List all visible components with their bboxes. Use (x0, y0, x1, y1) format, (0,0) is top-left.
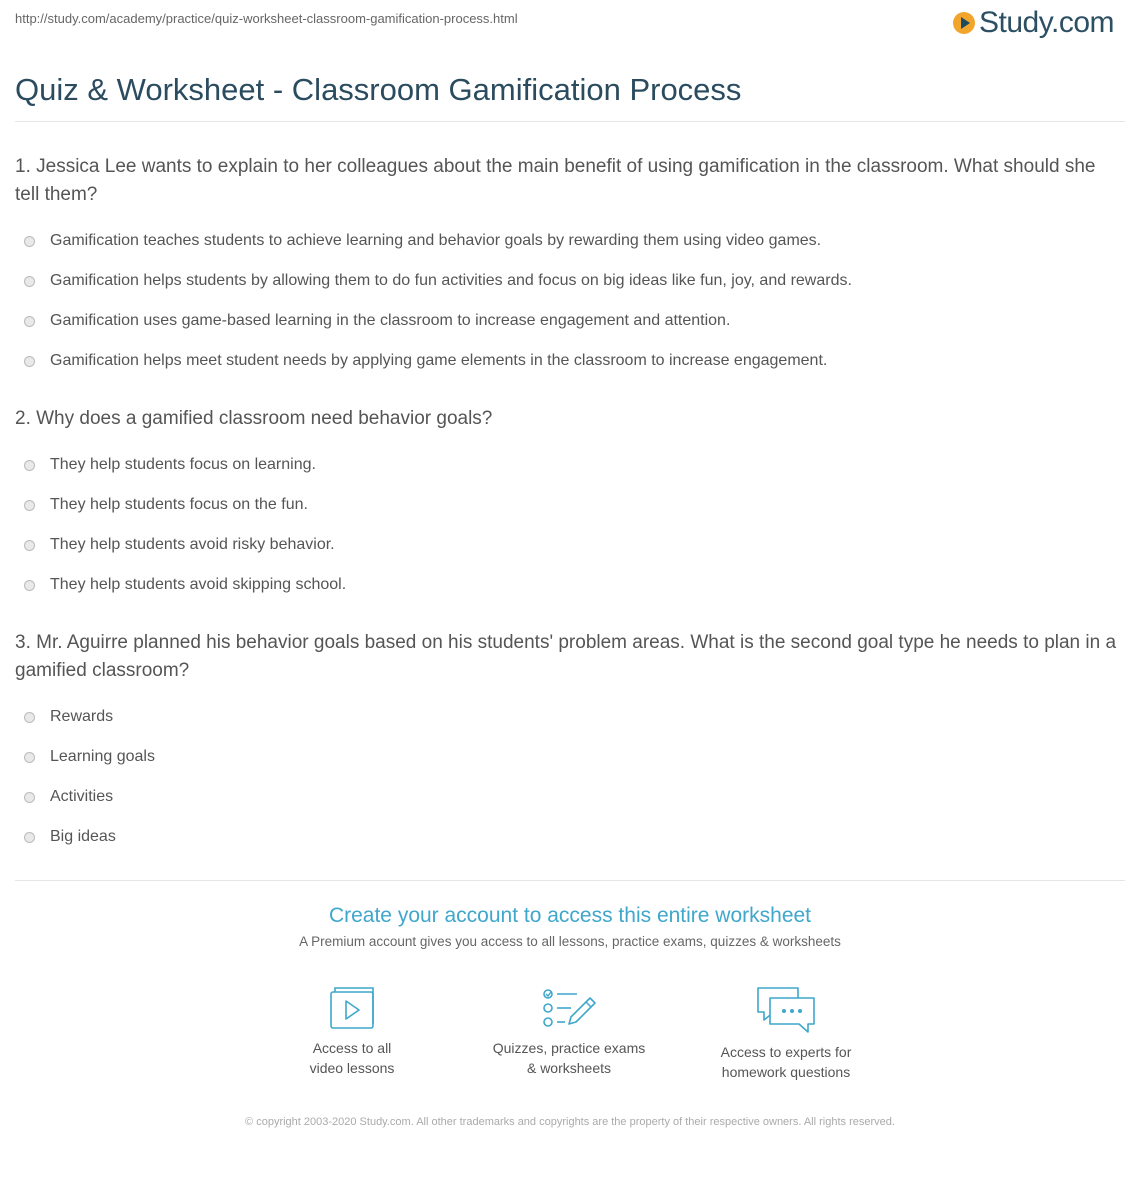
quiz-checklist-icon (541, 986, 597, 1030)
page-title: Quiz & Worksheet - Classroom Gamification Process (15, 72, 742, 107)
question-1 (15, 153, 1120, 381)
copyright-text: © copyright 2003-2020 Study.com. All other trademarks and copyrights are the property of their respective owners. All rights reserved. (245, 1116, 895, 1128)
answer-label: Gamification uses game-based learning in the classroom to increase engagement and attention. (50, 312, 731, 329)
answer-label: They help students focus on the fun. (50, 496, 308, 513)
logo-text: Study.com (979, 6, 1114, 39)
question-text: 2. Why does a gamified classroom need behavior goals? (15, 408, 493, 429)
answer-option[interactable] (15, 261, 1120, 301)
answer-label: Gamification helps meet student needs by applying game elements in the classroom to increase engagement. (50, 352, 828, 369)
answer-option[interactable] (15, 301, 1120, 341)
chat-bubbles-icon (754, 986, 818, 1034)
answer-label: Learning goals (50, 748, 155, 765)
answer-label: They help students avoid skipping school. (50, 576, 347, 593)
title-divider (15, 121, 1125, 122)
answer-option[interactable] (15, 341, 1120, 381)
feature-video-lessons (252, 986, 452, 1078)
question-3 (15, 629, 1120, 857)
play-logo-icon (953, 12, 975, 34)
answer-label: Activities (50, 788, 114, 805)
radio-button[interactable] (24, 540, 35, 551)
answer-label: Gamification teaches students to achieve learning and behavior goals by rewarding them using video games. (50, 232, 822, 249)
answer-label: Gamification helps students by allowing them to do fun activities and focus on big ideas like fun, joy, and rewards. (50, 272, 852, 289)
radio-button[interactable] (24, 832, 35, 843)
radio-button[interactable] (24, 316, 35, 327)
question-text: 1. Jessica Lee wants to explain to her colleagues about the main benefit of using gamification in the classroom. What should she tell them? (15, 156, 1096, 205)
answer-option[interactable] (15, 697, 1120, 737)
answer-option[interactable] (15, 737, 1120, 777)
radio-button[interactable] (24, 276, 35, 287)
question-text: 3. Mr. Aguirre planned his behavior goals based on his students' problem areas. What is the second goal type he needs to plan in a gamified classroom? (15, 632, 1117, 681)
feature-label: Access to all video lessons (309, 1040, 395, 1076)
radio-button[interactable] (24, 460, 35, 471)
radio-button[interactable] (24, 580, 35, 591)
answer-option[interactable] (15, 777, 1120, 817)
radio-button[interactable] (24, 712, 35, 723)
study-logo[interactable] (953, 6, 1114, 40)
answer-option[interactable] (15, 445, 1120, 485)
answer-option[interactable] (15, 485, 1120, 525)
feature-label: Access to experts for homework questions (720, 1044, 852, 1080)
radio-button[interactable] (24, 752, 35, 763)
premium-description: A Premium account gives you access to all lessons, practice exams, quizzes & worksheets (299, 934, 841, 949)
answer-option[interactable] (15, 525, 1120, 565)
section-divider (15, 880, 1125, 881)
video-lesson-icon (327, 986, 377, 1030)
feature-quizzes (469, 986, 669, 1078)
radio-button[interactable] (24, 356, 35, 367)
radio-button[interactable] (24, 500, 35, 511)
answer-label: Big ideas (50, 828, 116, 845)
answer-label: They help students focus on learning. (50, 456, 316, 473)
page-url: http://study.com/academy/practice/quiz-worksheet-classroom-gamification-process.html (15, 11, 518, 26)
answer-option[interactable] (15, 221, 1120, 261)
radio-button[interactable] (24, 792, 35, 803)
answer-option[interactable] (15, 817, 1120, 857)
question-2 (15, 405, 1120, 605)
radio-button[interactable] (24, 236, 35, 247)
feature-label: Quizzes, practice exams & worksheets (492, 1040, 646, 1076)
create-account-link[interactable]: Create your account to access this entire worksheet (328, 904, 812, 927)
answer-label: Rewards (50, 708, 114, 725)
feature-experts (686, 986, 886, 1082)
answer-label: They help students avoid risky behavior. (50, 536, 335, 553)
answer-option[interactable] (15, 565, 1120, 605)
